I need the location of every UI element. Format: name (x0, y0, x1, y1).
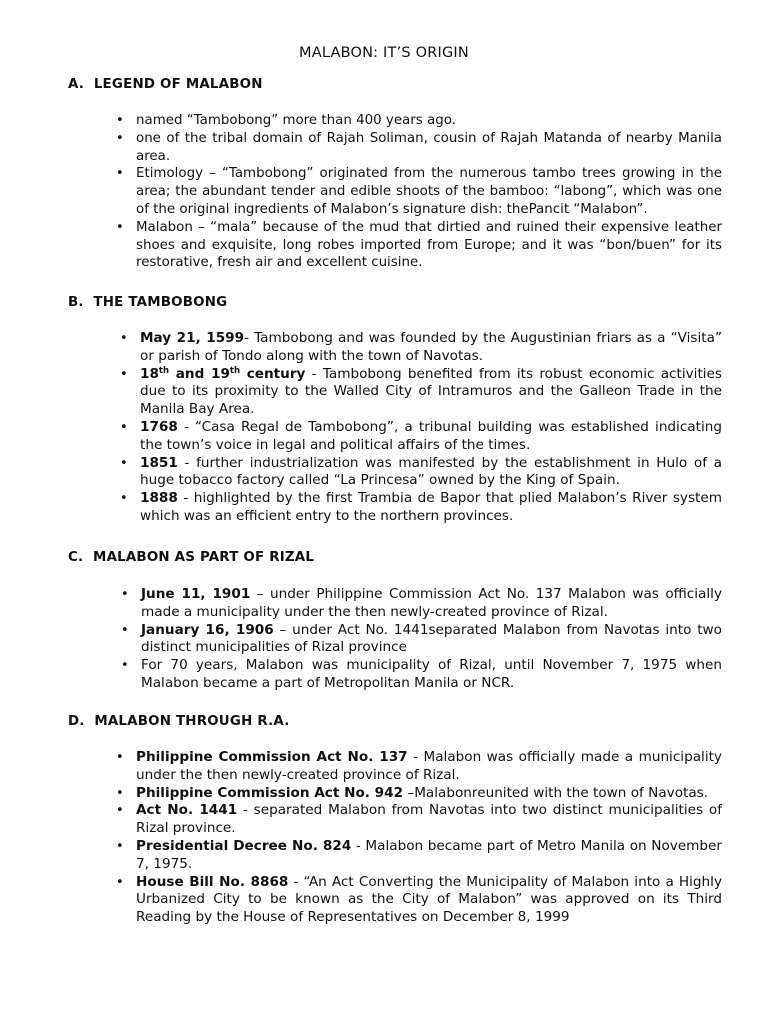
section-heading-a: A. LEGEND OF MALABON (68, 77, 263, 92)
list-item: • For 70 years, Malabon was municipality of Rizal, until November 7, 1975 when Malabon became a part of Metropolitan Manila or NCR. (121, 657, 722, 691)
bullet-icon: • (116, 750, 124, 765)
list-item: • named “Tambobong” more than 400 years ago. (116, 113, 456, 128)
list-item: • Philippine Commission Act No. 942 –Malabonreunited with the town of Navotas. (116, 784, 709, 801)
section-c-list (121, 586, 722, 693)
section-d-list (116, 749, 722, 927)
list-item: • 18th and 19th century - Tambobong benefited from its robust economic activities due to its proximity to the Walled City of Intramuros and the Galleon Trade in the Manila Bay Area. (120, 365, 722, 418)
list-item: • Etimology – “Tambobong” originated from the numerous tambo trees growing in the area; the abundant tender and edible shoots of the bamboo: “labong”, which was one of the original ingredients of Malabon’s signature dish: thePancit “Malabon”. (116, 166, 722, 217)
list-item: • 1768 - “Casa Regal de Tambobong”, a tribunal building was established indicating the town’s voice in legal and political affairs of the times. (120, 418, 722, 453)
bullet-icon: • (120, 491, 128, 507)
section-heading-d: D. MALABON THROUGH R.A. (68, 714, 290, 729)
bullet-icon: • (116, 874, 124, 890)
list-item: • June 11, 1901 – under Philippine Commission Act No. 137 Malabon was officially made a municipality under the then newly-created province of Rizal. (121, 586, 722, 620)
list-item: • one of the tribal domain of Rajah Soliman, cousin of Rajah Matanda of nearby Manila area. (116, 130, 722, 164)
list-item: • House Bill No. 8868 - “An Act Converting the Municipality of Malabon into a Highly Urbanized City to be known as the City of Malabon” was approved on its Third Reading by the House of Representatives on December 8, 1999 (116, 873, 722, 926)
bullet-icon: • (120, 331, 128, 346)
section-heading-c: C. MALABON AS PART OF RIZAL (68, 550, 315, 565)
list-item: • Act No. 1441 - separated Malabon from Navotas into two distinct municipalities of Rizal province. (116, 802, 722, 837)
bullet-icon: • (121, 658, 129, 674)
bullet-icon: • (116, 219, 124, 235)
bullet-icon: • (116, 785, 124, 801)
bullet-icon: • (121, 622, 129, 638)
bullet-icon: • (116, 803, 124, 819)
bullet-icon: • (121, 587, 129, 602)
bullet-icon: • (116, 113, 124, 128)
section-heading-b: B. THE TAMBOBONG (68, 295, 228, 310)
bullet-icon: • (120, 366, 128, 382)
bullet-icon: • (120, 455, 128, 471)
list-item: • January 16, 1906 – under Act No. 1441separated Malabon from Navotas into two distinct municipalities of Rizal province (121, 621, 722, 656)
list-item: • 1851 - further industrialization was manifested by the establishment in Hulo of a huge tobacco factory called “La Princesa” owned by the King of Spain. (120, 454, 722, 489)
bullet-icon: • (116, 130, 124, 146)
section-a-list (116, 112, 722, 272)
section-b-list (120, 330, 722, 526)
list-item: • 1888 - highlighted by the first Trambia de Bapor that plied Malabon’s River system which was an efficient entry to the northern provinces. (120, 490, 722, 524)
list-item: • Malabon – “mala” because of the mud that dirtied and ruined their expensive leather shoes and exquisite, long robes imported from Europe; and it was “bon/buen” for its restorative, fresh air and excellent cuisine. (116, 219, 722, 271)
page-title: MALABON: IT’S ORIGIN (299, 45, 469, 61)
list-item: • May 21, 1599- Tambobong and was founded by the Augustinian friars as a “Visita” or parish of Tondo along with the town of Navotas. (120, 330, 722, 364)
list-item: • Philippine Commission Act No. 137 - Malabon was officially made a municipality under the then newly-created province of Rizal. (116, 749, 722, 783)
bullet-icon: • (116, 838, 124, 854)
list-item: • Presidential Decree No. 824 - Malabon became part of Metro Manila on November 7, 1975. (116, 837, 722, 872)
bullet-icon: • (116, 166, 124, 182)
bullet-icon: • (120, 419, 128, 435)
